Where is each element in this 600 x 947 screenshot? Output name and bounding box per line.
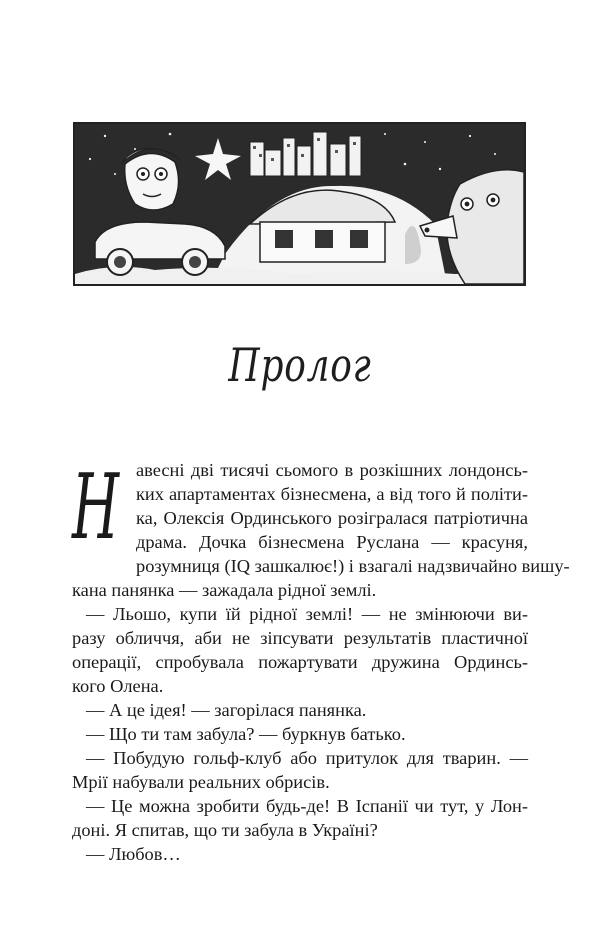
text-line: — Льошо, купи їй рідної землі! — не змінюючи ви- <box>86 604 528 624</box>
drop-cap: Н <box>72 455 120 560</box>
text-line: розумниця (IQ зашкалює!) і взагалі надзвичайно вишу- <box>136 556 570 576</box>
text-line: ка, Олексія Ординського розігралася патріотична <box>136 508 528 528</box>
text-line: — Що ти там забула? — буркнув батько. <box>86 724 406 744</box>
text-line: кого Олена. <box>72 676 164 696</box>
body-text <box>72 455 570 866</box>
text-line: доні. Я спитав, що ти забула в Україні? <box>72 820 378 840</box>
text-line: — Побудую гольф-клуб або притулок для тварин. — <box>86 748 528 768</box>
text-line: Мрії набували реальних обрисів. <box>72 772 330 792</box>
chapter-title: Пролог <box>228 338 372 392</box>
text-line: кана панянка — зажадала рідної землі. <box>72 580 377 600</box>
text-line: драма. Дочка бізнесмена Руслана — красуня, <box>136 532 528 552</box>
text-line: — А це ідея! — загорілася панянка. <box>86 700 367 720</box>
text-line: — Це можна зробити будь-де! В Іспанії чи тут, у Лон- <box>86 796 528 816</box>
text-line: — Любов… <box>86 844 181 864</box>
text-line: авесні дві тисячі сьомого в розкішних лондонсь- <box>136 460 528 480</box>
text-line: ких апартаментах бізнесмена, а від того й політи- <box>136 484 528 504</box>
village-scene-illustration-icon <box>75 124 524 284</box>
text-line: разу обличчя, аби не зіпсувати результатів пластичної <box>72 628 528 648</box>
opening-paragraph <box>136 458 528 554</box>
text-line: операції, спробувала пожартувати дружина Ординсь- <box>72 652 528 672</box>
chapter-illustration <box>73 122 526 286</box>
